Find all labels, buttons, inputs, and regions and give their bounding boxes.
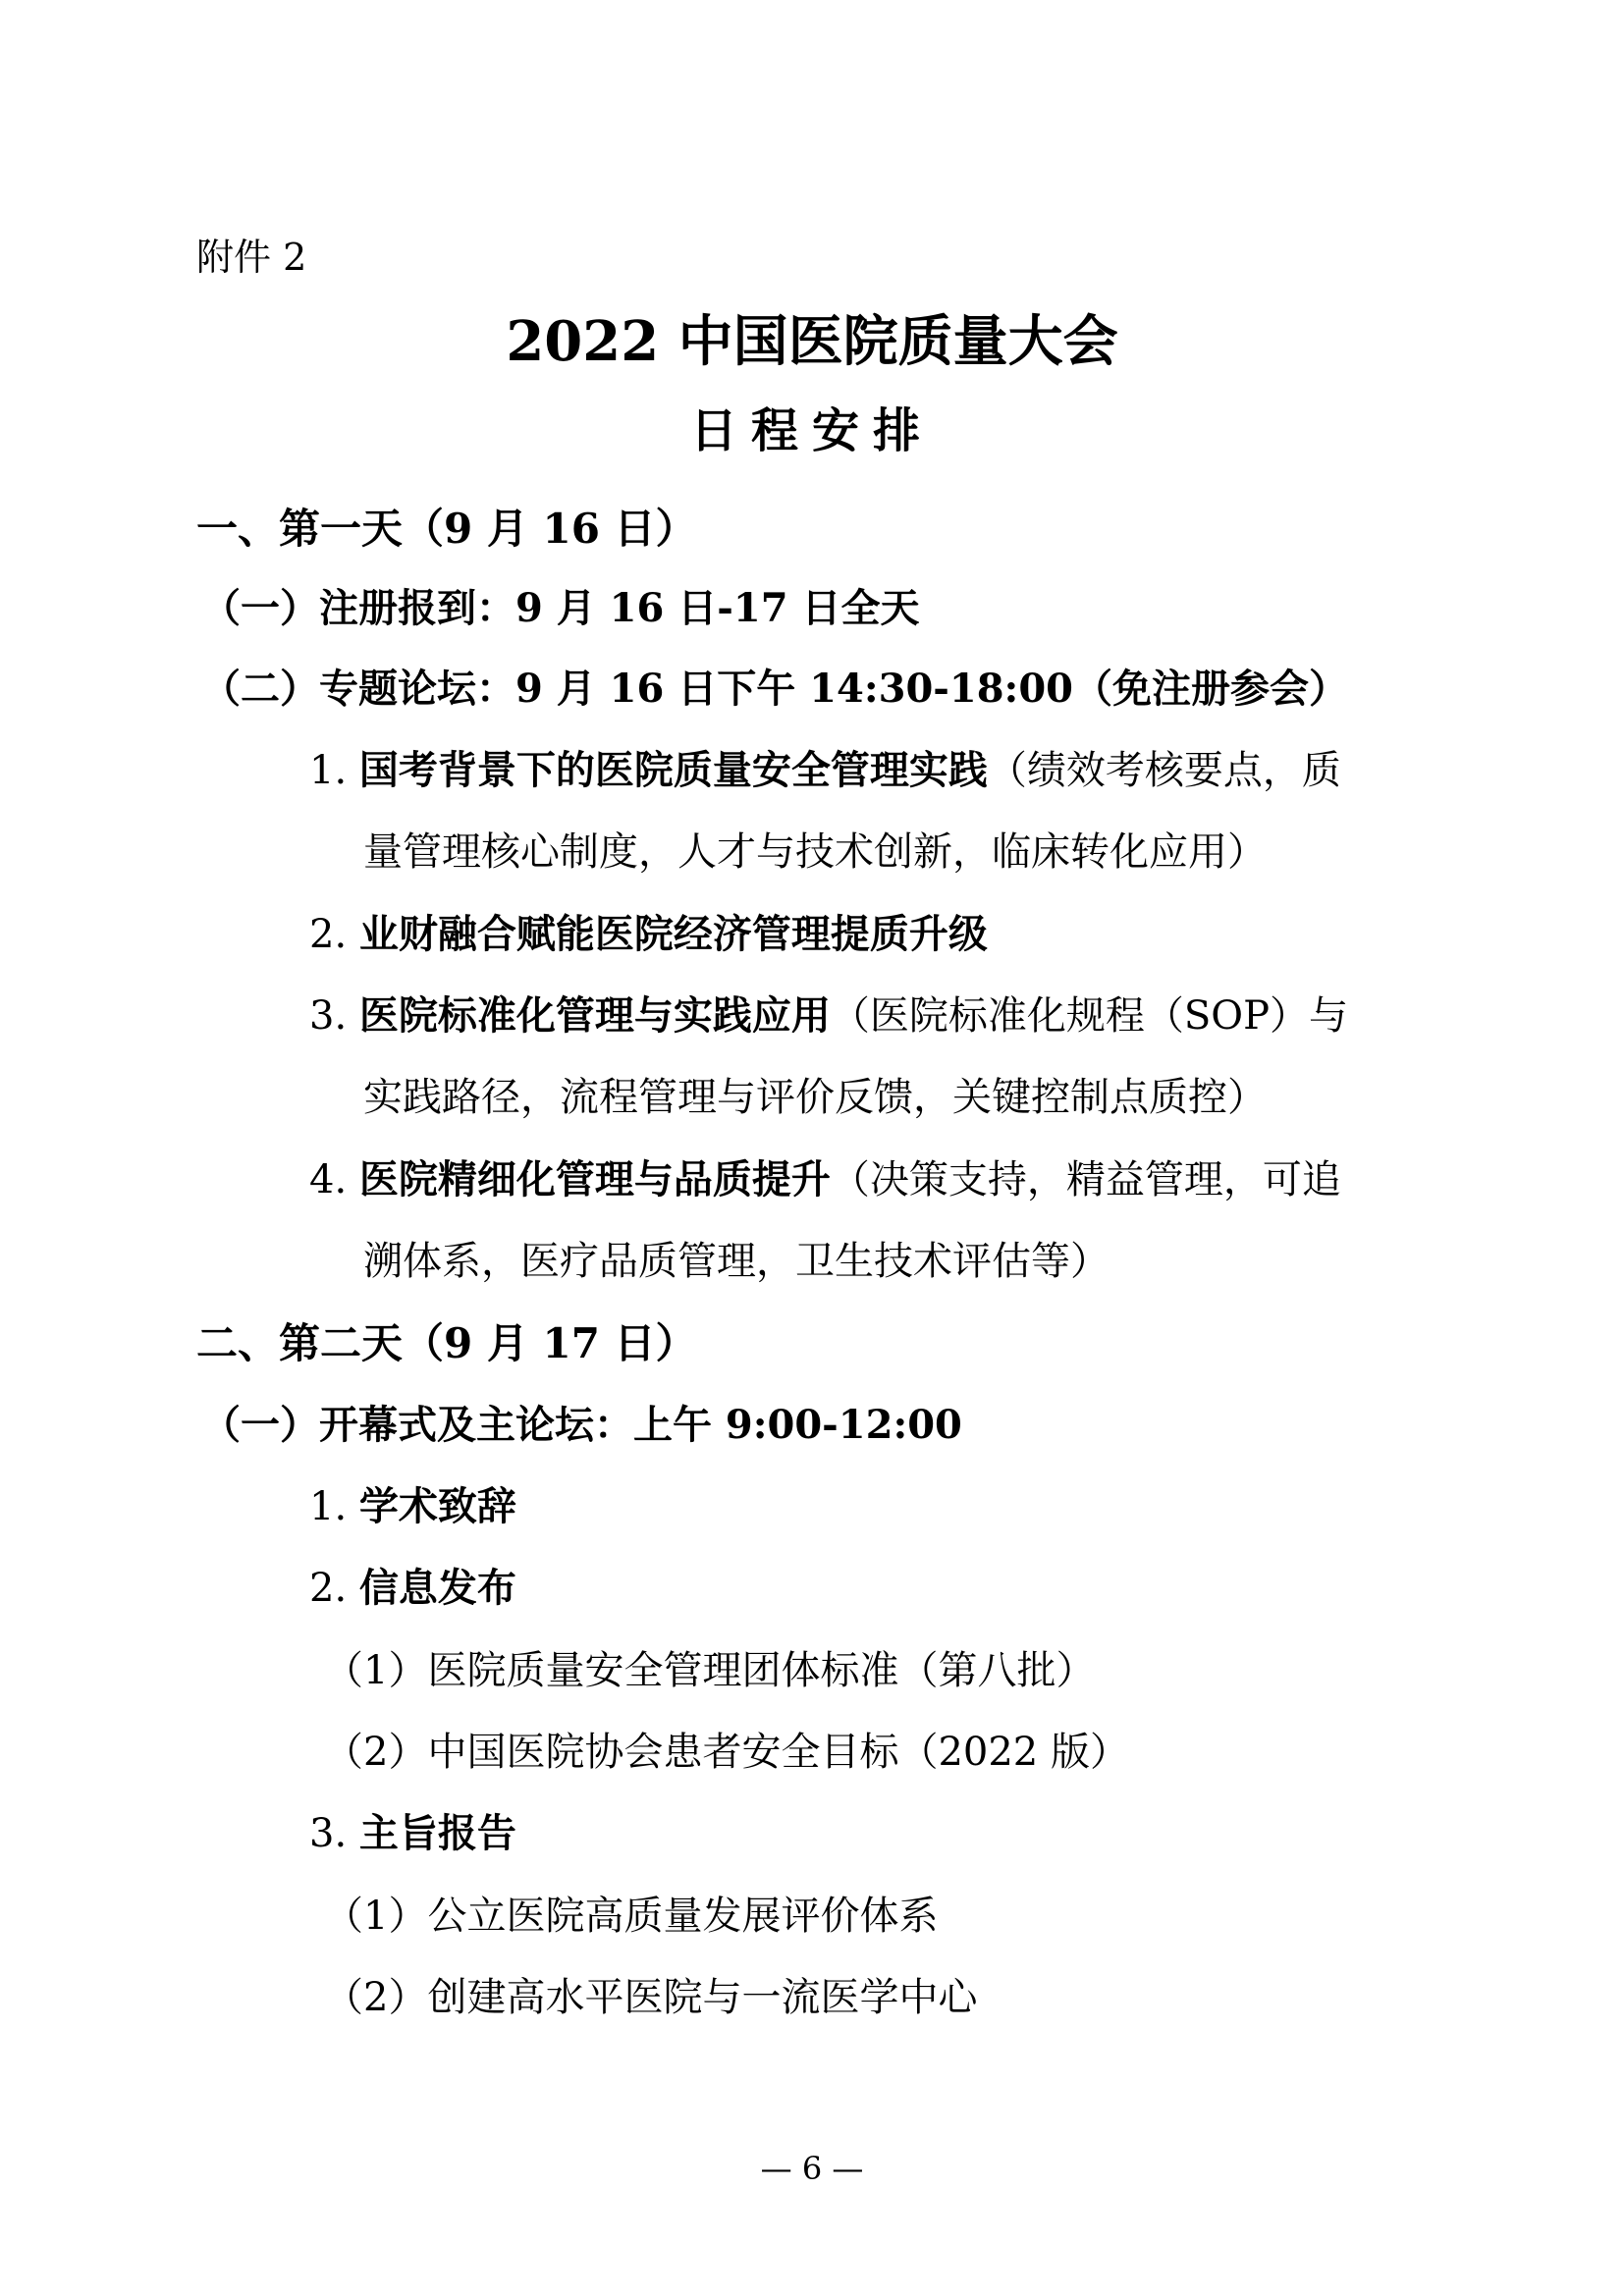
item-number: 2.: [309, 912, 348, 957]
document-title: 2022 中国医院质量大会: [506, 309, 1118, 374]
item-description: （医院标准化规程（SOP）与: [830, 993, 1348, 1039]
list-item: [309, 747, 1341, 793]
item-description: （绩效考核要点，质: [987, 748, 1341, 793]
item-title: 医院精细化管理与品质提升: [358, 1156, 831, 1202]
item-description-continued: 溯体系，医疗品质管理，卫生技术评估等）: [363, 1239, 1110, 1284]
item-number: 2.: [309, 1566, 348, 1611]
item-description: （决策支持，精益管理，可追: [830, 1157, 1341, 1202]
sub-list-item: （1）医院质量安全管理团体标准（第八批）: [324, 1648, 1096, 1693]
item-description-continued: 量管理核心制度，人才与技术创新，临床转化应用）: [363, 829, 1267, 875]
list-item: [309, 1156, 1341, 1202]
day1-section-forum: （二）专题论坛：9 月 16 日下午 14:30-18:00（免注册参会）: [201, 666, 1348, 712]
list-item: [309, 911, 988, 957]
day1-heading: 一、第一天（9 月 16 日）: [196, 505, 697, 553]
list-item: [309, 1483, 516, 1529]
sub-list-item: （1）公立医院高质量发展评价体系: [324, 1894, 939, 1939]
item-title: 主旨报告: [358, 1810, 516, 1856]
item-number: 1.: [309, 748, 348, 793]
item-description-continued: 实践路径，流程管理与评价反馈，关键控制点质控）: [363, 1075, 1267, 1120]
item-title: 业财融合赋能医院经济管理提质升级: [358, 911, 988, 957]
list-item: [309, 992, 1348, 1039]
item-number: 3.: [309, 1811, 348, 1856]
item-number: 3.: [309, 993, 348, 1039]
day2-heading: 二、第二天（9 月 17 日）: [196, 1319, 697, 1367]
list-item: [309, 1565, 516, 1611]
item-title: 学术致辞: [358, 1483, 516, 1529]
day1-section-registration: （一）注册报到：9 月 16 日-17 日全天: [201, 585, 920, 631]
document-subtitle: 日程安排: [689, 403, 934, 458]
item-number: 4.: [309, 1157, 348, 1202]
sub-list-item: （2）中国医院协会患者安全目标（2022 版）: [324, 1730, 1129, 1775]
page-number: — 6 —: [760, 2150, 864, 2187]
day2-section-opening: （一）开幕式及主论坛：上午 9:00-12:00: [201, 1402, 962, 1448]
item-number: 1.: [309, 1484, 348, 1529]
item-title: 国考背景下的医院质量安全管理实践: [358, 747, 988, 793]
attachment-label: 附件 2: [196, 236, 307, 279]
list-item: [309, 1810, 516, 1856]
item-title: 信息发布: [358, 1565, 516, 1611]
sub-list-item: （2）创建高水平医院与一流医学中心: [324, 1975, 978, 2020]
item-title: 医院标准化管理与实践应用: [358, 992, 831, 1039]
